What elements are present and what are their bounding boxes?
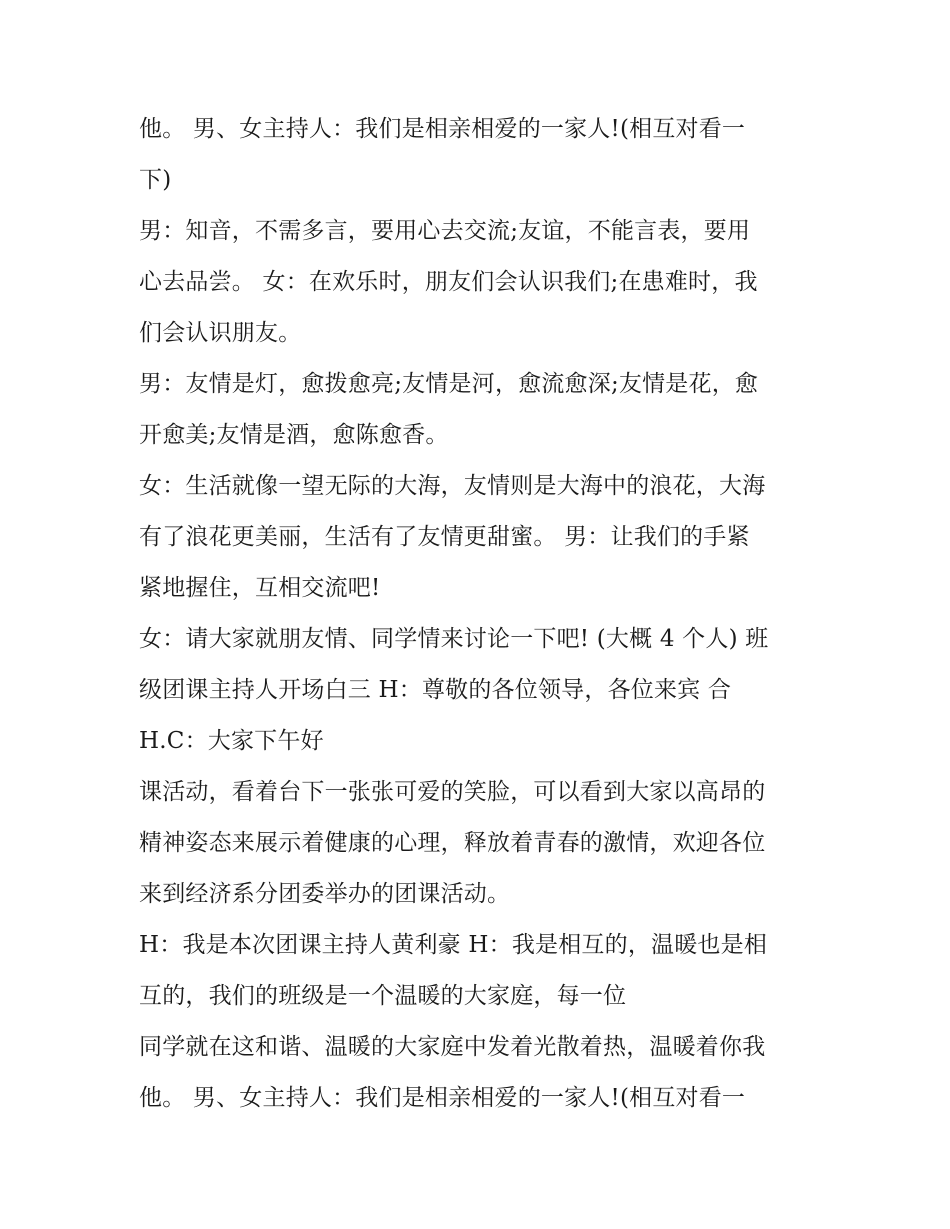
text-line: 男：知音，不需多言，要用心去交流;友谊，不能言表，要用 (139, 218, 751, 244)
text-line: 男：友情是灯，愈拨愈亮;友情是河，愈流愈深;友情是花，愈 (139, 371, 759, 397)
text-line: 级团课主持人开场白三 H：尊敬的各位领导，各位来宾 合 (139, 677, 732, 703)
text-line: 精神姿态来展示着健康的心理，释放着青春的激情，欢迎各位 (139, 830, 766, 856)
text-line: 女：请大家就朋友情、同学情来讨论一下吧! (大概 4 个人) 班 (139, 626, 769, 652)
text-line: 心去品尝。 女：在欢乐时，朋友们会认识我们;在患难时，我 (139, 269, 758, 295)
document-body (139, 104, 829, 1124)
text-line: 女：生活就像一望无际的大海，友情则是大海中的浪花，大海 (139, 473, 766, 499)
text-line: 来到经济系分团委举办的团课活动。 (139, 881, 511, 907)
text-line: 同学就在这和谐、温暖的大家庭中发着光散着热，温暖着你我 (139, 1034, 766, 1060)
text-line: 开愈美;友情是酒，愈陈愈香。 (139, 422, 449, 448)
text-line: 有了浪花更美丽，生活有了友情更甜蜜。 男：让我们的手紧 (139, 524, 750, 550)
text-line: H：我是本次团课主持人黄利豪 H：我是相互的，温暖也是相 (139, 932, 768, 958)
text-line: 他。 男、女主持人：我们是相亲相爱的一家人!(相互对看一 (139, 116, 746, 142)
text-line: 课活动，看着台下一张张可爱的笑脸，可以看到大家以高昂的 (139, 779, 766, 805)
text-line: H.C：大家下午好 (139, 728, 324, 754)
text-line: 下) (139, 167, 172, 193)
text-line: 他。 男、女主持人：我们是相亲相爱的一家人!(相互对看一 (139, 1085, 746, 1111)
text-line: 互的，我们的班级是一个温暖的大家庭，每一位 (139, 983, 627, 1009)
text-line: 们会认识朋友。 (139, 320, 302, 346)
text-line: 紧地握住，互相交流吧! (139, 575, 381, 601)
